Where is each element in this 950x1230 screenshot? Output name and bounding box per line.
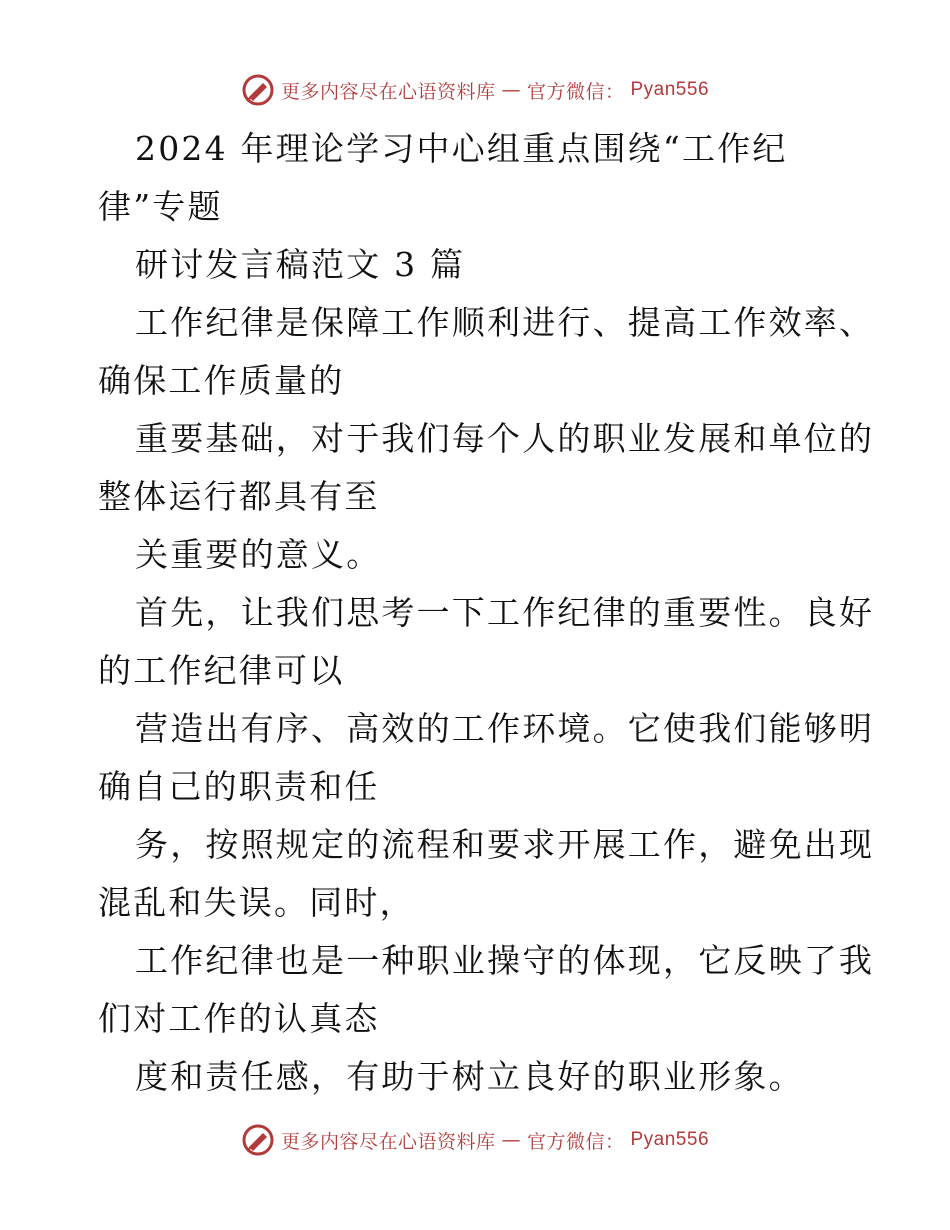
footer-banner	[0, 1120, 950, 1160]
banner-wechat-id: Pyan556	[630, 79, 710, 100]
logo-icon	[241, 1123, 275, 1157]
paragraph-line: 混乱和失误。同时，	[98, 883, 415, 922]
paragraph-line: 关重要的意义。	[135, 535, 382, 574]
paragraph-line: 工作纪律是保障工作顺利进行、提高工作效率、	[135, 303, 875, 342]
paragraph-line: 工作纪律也是一种职业操守的体现，它反映了我	[135, 941, 875, 980]
paragraph-line: 度和责任感，有助于树立良好的职业形象。	[135, 1057, 804, 1096]
title-line-2: 律”专题	[98, 187, 223, 226]
paragraph-line: 确保工作质量的	[98, 361, 345, 400]
paragraph-line: 首先，让我们思考一下工作纪律的重要性。良好	[135, 593, 875, 632]
paragraph-line: 的工作纪律可以	[98, 651, 345, 690]
banner-wechat-label: 官方微信：	[526, 1130, 625, 1153]
paragraph-line: 务，按照规定的流程和要求开展工作，避免出现	[135, 825, 875, 864]
paragraph-line: 们对工作的认真态	[98, 999, 380, 1038]
banner-wechat-label: 官方微信：	[526, 80, 625, 103]
banner-wechat-id: Pyan556	[630, 1129, 710, 1150]
paragraph-line: 整体运行都具有至	[98, 477, 380, 516]
paragraph-line: 确自己的职责和任	[98, 767, 380, 806]
paragraph-line: 重要基础，对于我们每个人的职业发展和单位的	[135, 419, 875, 458]
subtitle-line: 研讨发言稿范文 3 篇	[135, 245, 466, 284]
banner-separator: —	[501, 1129, 521, 1151]
banner-separator: —	[501, 79, 521, 101]
header-banner	[0, 70, 950, 110]
banner-text: 更多内容尽在心语资料库	[280, 1130, 496, 1153]
paragraph-line: 营造出有序、高效的工作环境。它使我们能够明	[135, 709, 875, 748]
document-body	[98, 120, 875, 1106]
banner-text: 更多内容尽在心语资料库	[280, 80, 496, 103]
logo-icon	[241, 73, 275, 107]
title-line-1: 2024 年理论学习中心组重点围绕“工作纪	[135, 129, 788, 168]
